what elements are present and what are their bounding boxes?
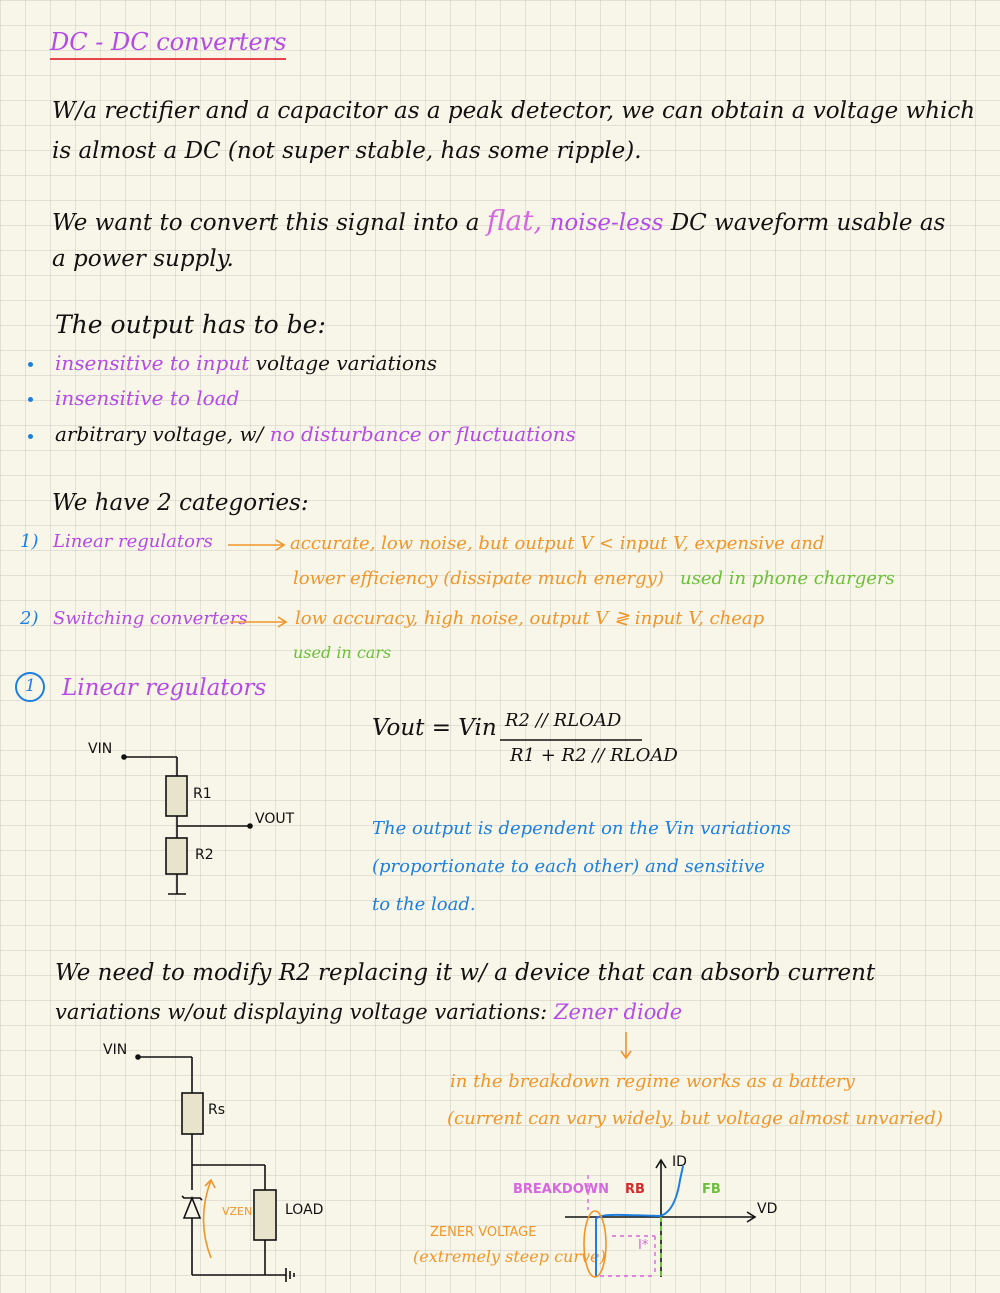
category-2-name: Switching converters [53,608,248,629]
category-1-desc-1: accurate, low noise, but output V < input V, expensive and [290,533,825,554]
category-2-used: used in cars [293,643,392,662]
category-1-desc-2: lower efficiency (dissipate much energy) [293,568,664,589]
note-line-3: to the load. [372,894,476,915]
zener-diode-word: Zener diode [553,1000,683,1024]
circuit2-rs-label: Rs [208,1102,226,1118]
noise-less-word: noise-less [549,210,664,236]
iv-characteristic-graph [565,1160,755,1278]
flat-word: flat, [486,204,543,237]
steep-curve-label: (extremely steep curve) [413,1247,606,1266]
intro-line-1: W/a rectifier and a capacitor as a peak detector, we can obtain a voltage which [52,98,976,124]
zener-circuit [136,1055,294,1282]
categories-heading: We have 2 categories: [52,490,309,516]
category-1-used: used in phone chargers [680,568,895,589]
zener-voltage-label: ZENER VOLTAGE [430,1225,537,1240]
output-heading: The output has to be: [55,310,326,339]
note-line-2: (proportionate to each other) and sensitive [372,856,765,877]
category-2-arrow [230,617,286,627]
formula-denominator: R1 + R2 // RLOAD [510,745,678,766]
zener-down-arrow [621,1032,631,1058]
circuit1-r1-label: R1 [193,786,212,802]
breakdown-label: BREAKDOWN [513,1182,609,1197]
category-1-name: Linear regulators [53,531,213,552]
category-2-number: 2) [20,608,39,629]
requirement-arbitrary-a: arbitrary voltage, w/ [55,422,264,446]
formula-numerator: R2 // RLOAD [505,710,622,731]
rb-label: RB [625,1182,645,1197]
category-1-arrow [228,540,284,550]
modify-line-1: We need to modify R2 replacing it w/ a device that can absorb current [55,960,876,986]
current-label: I* [638,1238,649,1253]
fb-label: FB [702,1182,721,1197]
circuit2-vzen-label: VZEN [222,1205,253,1218]
note-line-1: The output is dependent on the Vin variations [372,818,791,839]
zener-note-line-2: (current can vary widely, but voltage almost unvaried) [447,1108,943,1129]
requirement-input-rest: voltage variations [255,351,438,375]
requirement-arbitrary-b: no disturbance or fluctuations [269,422,576,446]
id-axis-label: ID [672,1154,687,1170]
requirement-input-colored: insensitive to input [55,351,250,375]
circuit1-vout-label: VOUT [255,811,295,827]
circuit1-r2-label: R2 [195,847,214,863]
modify-line-2-text: variations w/out displaying voltage variations: [55,1000,548,1024]
circuit1-vin-label: VIN [88,741,113,757]
category-1-number: 1) [20,531,39,552]
section-title: Linear regulators [62,675,267,701]
zener-note-line-1: in the breakdown regime works as a battery [450,1071,855,1092]
section-number: 1 [25,676,36,696]
circuit2-load-label: LOAD [285,1202,324,1218]
want-line-2: a power supply. [52,246,234,272]
requirement-load: insensitive to load [55,386,240,410]
formula-lhs: Vout = Vin [372,715,497,741]
want-text-a: We want to convert this signal into a [52,210,480,236]
circuit2-vin-label: VIN [103,1042,128,1058]
voltage-divider-circuit [122,755,252,894]
vd-axis-label: VD [757,1201,778,1217]
want-text-b: DC waveform usable as [670,210,946,236]
page-title: DC - DC converters [50,28,287,56]
vzen-arrow [204,1180,216,1258]
category-2-desc-1: low accuracy, high noise, output V ≷ input V, cheap [295,608,765,629]
intro-line-2: is almost a DC (not super stable, has some ripple). [52,138,642,164]
